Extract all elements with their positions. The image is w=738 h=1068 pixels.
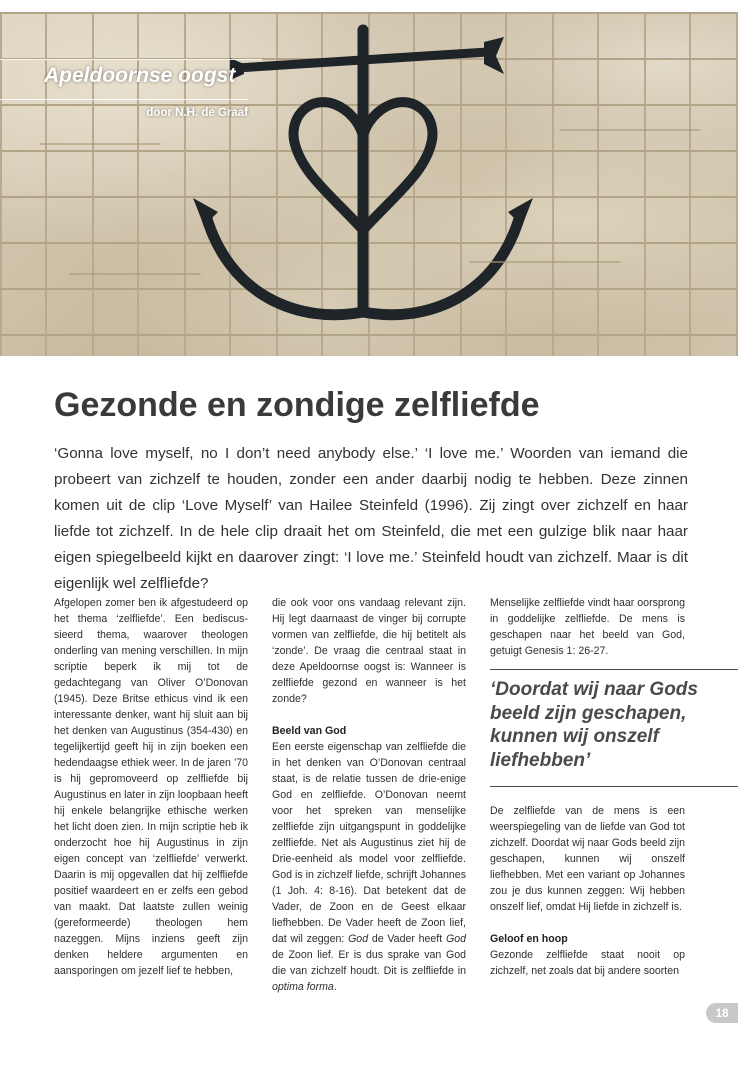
section-heading: Geloof en hoop bbox=[490, 933, 568, 945]
paragraph: Een eerste eigenschap van zelfliefde die in het denken van O’Donovan centraal staat, is de relatie tussen de drie-enige God en zelfliefde. O’Donovan neemt voor het spreken van menselijke zelfliefde zijn uitgangspunt in goddelijke zelfliefde. Net als Augustinus ziet hij de Drie-eenheid als model voor zelfliefde. God is in zichzelf liefde, schrijft Johannes (1 Joh. 4: 8-16). Dat betekent dat de Vader, de Zoon en de Geest elkaar liefhebben. De Vader heeft de Zoon lief, dat wil zeggen: God de Vader heeft God de Zoon lief. Er is dus sprake van God die van zichzelf houdt. Dit is zelfliefde in optima forma. bbox=[272, 741, 466, 993]
column-1 bbox=[54, 595, 248, 979]
column-3-continued bbox=[490, 803, 685, 979]
series-title: Apeldoornse oogst bbox=[44, 64, 236, 87]
paragraph: Gezonde zelfliefde staat nooit op zichzelf, net zoals dat bij andere soorten bbox=[490, 949, 685, 977]
paragraph: Menselijke zelfliefde vindt haar oorsprong in goddelijke zelfliefde. De mens is geschapen naar het beeld van God, getuigt Genesis 1: 26-27. bbox=[490, 597, 685, 657]
byline: door N.H. de Graaf bbox=[146, 107, 248, 119]
title-rule-top bbox=[0, 59, 262, 60]
section-heading: Beeld van God bbox=[272, 725, 347, 737]
article-intro: ‘Gonna love myself, no I don’t need anybody else.’ ‘I love me.’ Woorden van iemand die probeert van zichzelf te houden, zonder een ander daarbij nodig te hebben. Deze zinnen komen uit de clip ‘Love Myself’ van Hailee Steinfeld (1996). Zij zingt over zichzelf en haar liefde tot zichzelf. In de hele clip draait het om Steinfeld, die met een gulzige blik naar haar eigen spiegelbeeld kijkt en daarover zingt: ‘I love me.’ Steinfeld houdt van zichzelf. Maar is dit eigenlijk wel zelfliefde? bbox=[54, 445, 688, 592]
pull-quote bbox=[490, 669, 738, 787]
pull-quote-text: ‘Doordat wij naar Gods beeld zijn geschapen, kunnen wij onszelf liefhebben’ bbox=[490, 679, 698, 771]
paragraph: die ook voor ons vandaag relevant zijn. Hij legt daarnaast de vinger bij corrupte vormen van zelfliefde, die hij betitelt als ‘zonde’. De vraag die centraal staat in deze Apeldoornse oogst is: Wanneer is zelfliefde gezond en wanneer is het zonde? bbox=[272, 597, 466, 705]
column-2 bbox=[272, 595, 466, 995]
column-3 bbox=[490, 595, 685, 659]
hero-image bbox=[0, 12, 738, 356]
title-rule-bottom bbox=[0, 99, 248, 100]
paragraph: Afgelopen zomer ben ik afgestudeerd op het thema ‘zelfliefde’. Een bediscussieerd thema, waarover theologen onderling van mening verschillen. In mijn scriptie beperk ik mij tot de gedachtegang van Oliver O’Donovan (1945). Deze Britse ethicus vind ik een interessante denker, want hij sluit aan bij het denken van Augustinus (354-430) en tegelijkertijd geeft hij in zijn boeken een hedendaagse ethiek weer. In de jaren ’70 is hij gepromoveerd op zelfliefde bij Augustinus en later in zijn loopbaan heeft hij enkele belangrijke ethische werken het licht doen zien. In mijn scriptie heb ik onderzocht hoe hij Augustinus in zijn eigen concept van ‘zelfliefde’ verwerkt. Daarin is mij opgevallen dat hij zelfliefde positief waardeert en er zelfs een gebod van maakt. Dat laatste zullen weinig (gereformeerde) theologen hem nazeggen. Mijns inziens geeft zijn denken heldere argumenten en aansporingen om jezelf lief te hebben, bbox=[54, 597, 248, 977]
page-number: 18 bbox=[706, 1003, 738, 1023]
paragraph: De zelfliefde van de mens is een weerspiegeling van de liefde van God tot zichzelf. Doordat wij naar Gods beeld zijn geschapen, kunnen wij onszelf liefhebben. Met een variant op Johannes zou je dus kunnen zeggen: Wij hebben onszelf lief, omdat Hij liefde in zichzelf is. bbox=[490, 805, 685, 913]
article-title: Gezonde en zondige zelfliefde bbox=[54, 386, 540, 424]
